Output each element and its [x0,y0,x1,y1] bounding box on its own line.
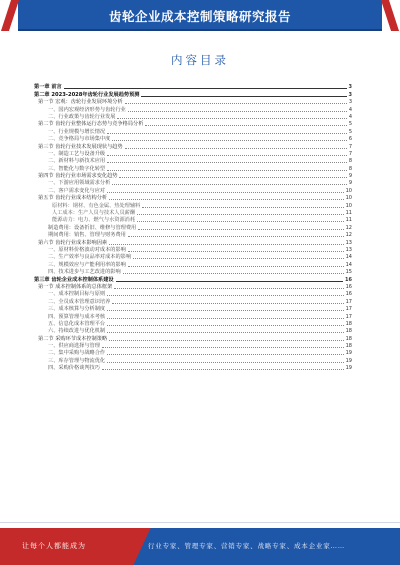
toc-entry-title: 一、原材料价格波动对成本的影响 [48,246,126,253]
toc-leader-dots [137,214,344,215]
toc-page-number: 14 [345,254,352,261]
toc-entry[interactable] [34,120,352,127]
toc-entry-title: 第四节 齿轮行业市场需求变化趋势 [38,173,118,180]
toc-page-number: 19 [345,350,352,357]
toc-entry-title: 二、客户需求变化与应对 [48,187,106,194]
toc-entry-title: 第三节 齿轮行业技术发展现状与趋势 [38,143,123,150]
toc-entry-title: 第二节 采购环节成本控制策略 [38,335,108,342]
toc-entry-title: 人工成本：生产人员与技术人员薪酬 [52,210,136,217]
page-footer [0,528,400,565]
toc-entry[interactable] [34,342,352,349]
toc-entry[interactable] [34,209,352,216]
toc-leader-dots [128,111,347,112]
toc-entry-title: 第二节 齿轮行业整体运行态势与竞争格局分析 [38,121,144,128]
toc-entry[interactable] [34,164,352,171]
toc-entry[interactable] [34,135,352,142]
toc-leader-dots [107,170,347,171]
toc-entry[interactable] [34,334,352,341]
toc-entry[interactable] [34,142,352,149]
toc-entry[interactable] [34,246,352,253]
toc-entry-title: 期间费用：销售、管理与财务费用 [48,232,126,239]
toc-entry-title: 三、成本核算与分析制度 [48,306,106,313]
toc-leader-dots [107,133,347,134]
toc-entry[interactable] [34,105,352,112]
toc-entry[interactable] [34,297,352,304]
toc-page-number: 12 [345,224,352,231]
toc-leader-dots [116,281,343,282]
toc-entry[interactable] [34,83,352,90]
toc-entry-title: 六、持续改进与优化机制 [48,328,106,335]
toc-entry-title: 一、制造工艺与设备升级 [48,150,106,157]
toc-entry[interactable] [34,349,352,356]
toc-entry[interactable] [34,312,352,319]
toc-entry-title: 二、生产效率与良品率对成本的影响 [48,254,132,261]
toc-page-number: 7 [348,150,352,157]
toc-leader-dots [107,354,344,355]
toc-entry[interactable] [34,231,352,238]
toc-leader-dots [112,140,347,141]
toc-page-number: 9 [348,180,352,187]
toc-entry[interactable] [34,290,352,297]
toc-entry-title: 第二章 2023-2028年齿轮行业发展趋势预测 [34,91,140,98]
toc-entry-title: 一、行业规模与增长情况 [48,128,106,135]
toc-entry-title: 第六节 齿轮行业成本影响因素 [38,239,108,246]
toc-entry[interactable] [34,172,352,179]
toc-entry[interactable] [34,320,352,327]
toc-entry-title: 第三章 齿轮企业成本控制体系建设 [34,276,114,283]
toc-page-number: 12 [345,232,352,239]
toc-entry-title: 二、全员成本管理意识培养 [48,298,111,305]
toc-page-number: 19 [345,357,352,364]
toc-leader-dots [128,251,344,252]
toc-leader-dots [112,303,343,304]
toc-page-number: 7 [348,143,352,150]
toc-entry[interactable] [34,260,352,267]
toc-entry-title: 四、预算管理与成本考核 [48,313,106,320]
report-header [0,0,400,31]
toc-page-number: 10 [345,187,352,194]
toc-page-number: 18 [345,328,352,335]
toc-entry[interactable] [34,238,352,245]
toc-entry-title: 二、集中采购与战略合作 [48,350,106,357]
toc-heading: 内容目录 [171,53,229,67]
toc-page-number: 17 [345,313,352,320]
toc-entry-title: 一、成本控制目标与原则 [48,291,106,298]
toc-leader-dots [107,295,344,296]
toc-leader-dots [114,288,343,289]
toc-leader-dots [107,325,344,326]
toc-page-number: 16 [345,276,352,283]
toc-entry-title: 原材料：钢材、有色金属、热处理辅料 [52,202,141,209]
toc-page-number: 3 [348,91,352,98]
toc-entry[interactable] [34,98,352,105]
toc-entry-title: 一、下游应用领域需求分析 [48,180,111,187]
toc-page-number: 19 [345,365,352,372]
toc-page-number: 4 [348,106,352,113]
toc-leader-dots [145,125,346,126]
toc-page-number: 4 [348,113,352,120]
toc-page-number: 15 [345,269,352,276]
toc-entry-title: 二、竞争格局与市场集中度 [48,136,111,143]
toc-leader-dots [133,258,344,259]
toc-leader-dots [123,273,344,274]
report-title: 齿轮企业成本控制策略研究报告 [108,9,291,24]
toc-page-number: 8 [348,165,352,172]
toc-leader-dots [107,332,344,333]
toc-page-number: 14 [345,261,352,268]
toc-entry-title: 能源动力：电力、燃气与水资源消耗 [52,217,136,224]
toc-page-number: 17 [345,306,352,313]
toc-page-number: 8 [348,158,352,165]
toc-entry-title: 制造费用：设备折旧、维修与管理费用 [48,224,137,231]
toc-leader-dots [137,221,344,222]
footer-divider [0,522,400,523]
toc-leader-dots [125,148,347,149]
toc-entry-title: 四、技术进步与工艺改进的影响 [48,269,121,276]
toc-page-number: 9 [348,173,352,180]
toc-entry-title: 三、规模效应与产能利用率的影响 [48,261,126,268]
toc-entry[interactable] [34,275,352,282]
toc-page-number: 18 [345,335,352,342]
toc-leader-dots [64,88,347,89]
toc-entry-title: 二、新材料与新技术应用 [48,158,106,165]
toc-entry[interactable] [34,364,352,371]
toc-leader-dots [142,207,343,208]
toc-leader-dots [125,103,347,104]
toc-leader-dots [112,184,347,185]
toc-page-number: 13 [345,239,352,246]
toc-leader-dots [107,362,344,363]
toc-leader-dots [109,244,344,245]
toc-entry[interactable] [34,283,352,290]
toc-page-number: 16 [345,291,352,298]
toc-entry[interactable] [34,356,352,363]
toc-page-number: 6 [348,136,352,143]
toc-entry-title: 三、智能化与数字化转型 [48,165,106,172]
toc-page-number: 10 [345,195,352,202]
toc-leader-dots [107,318,344,319]
toc-entry-title: 一、国内宏观经济形势与齿轮行业 [48,106,126,113]
toc-entry[interactable] [34,223,352,230]
toc-entry[interactable] [34,216,352,223]
toc-entry[interactable] [34,179,352,186]
toc-entry-title: 第一节 宏观：齿轮行业发展环境分析 [38,99,123,106]
toc-leader-dots [141,96,346,97]
toc-page-number: 13 [345,246,352,253]
toc-leader-dots [107,162,347,163]
toc-entry[interactable] [34,194,352,201]
toc-page-number: 5 [348,121,352,128]
toc-entry[interactable] [34,113,352,120]
toc-page-number: 18 [345,343,352,350]
toc-entry[interactable] [34,90,352,97]
table-of-contents [34,83,352,371]
toc-entry-title: 五、信息化成本管理平台 [48,320,106,327]
toc-entry[interactable] [34,201,352,208]
toc-entry[interactable] [34,327,352,334]
toc-leader-dots [107,192,344,193]
toc-leader-dots [138,229,343,230]
toc-page-number: 10 [345,202,352,209]
toc-leader-dots [109,199,344,200]
toc-entry-title: 三、库存管理与物流优化 [48,357,106,364]
toc-leader-dots [102,369,344,370]
toc-leader-dots [107,310,344,311]
toc-entry[interactable] [34,305,352,312]
toc-entry-title: 一、供应商选择与管理 [48,343,100,350]
toc-entry-title: 二、行业政策与齿轮行业发展 [48,113,116,120]
toc-page-number: 16 [345,283,352,290]
toc-leader-dots [107,155,347,156]
toc-leader-dots [109,340,344,341]
toc-entry-title: 第一节 成本控制体系的总体框架 [38,283,113,290]
toc-entry[interactable] [34,253,352,260]
toc-leader-dots [102,347,344,348]
toc-leader-dots [128,266,344,267]
toc-page-number: 11 [345,210,352,217]
toc-entry[interactable] [34,150,352,157]
toc-entry-title: 第一章 前言 [34,84,62,91]
toc-page-number: 3 [348,99,352,106]
toc-entry-title: 四、采购价格谈判技巧 [48,365,100,372]
toc-page-number: 3 [348,84,352,91]
toc-leader-dots [117,118,346,119]
toc-entry[interactable] [34,157,352,164]
footer-tagline: 行业专家、管理专家、营销专家、战略专家、成本企业家…… [148,542,346,550]
toc-page-number: 5 [348,128,352,135]
footer-slogan: 让每个人都能成为 [22,542,86,550]
toc-entry-title: 第五节 齿轮行业成本结构分析 [38,195,108,202]
toc-entry[interactable] [34,268,352,275]
toc-leader-dots [128,236,344,237]
toc-page-number: 18 [345,320,352,327]
toc-page-number: 17 [345,298,352,305]
toc-page-number: 11 [345,217,352,224]
toc-entry[interactable] [34,186,352,193]
toc-entry[interactable] [34,127,352,134]
toc-leader-dots [119,177,346,178]
